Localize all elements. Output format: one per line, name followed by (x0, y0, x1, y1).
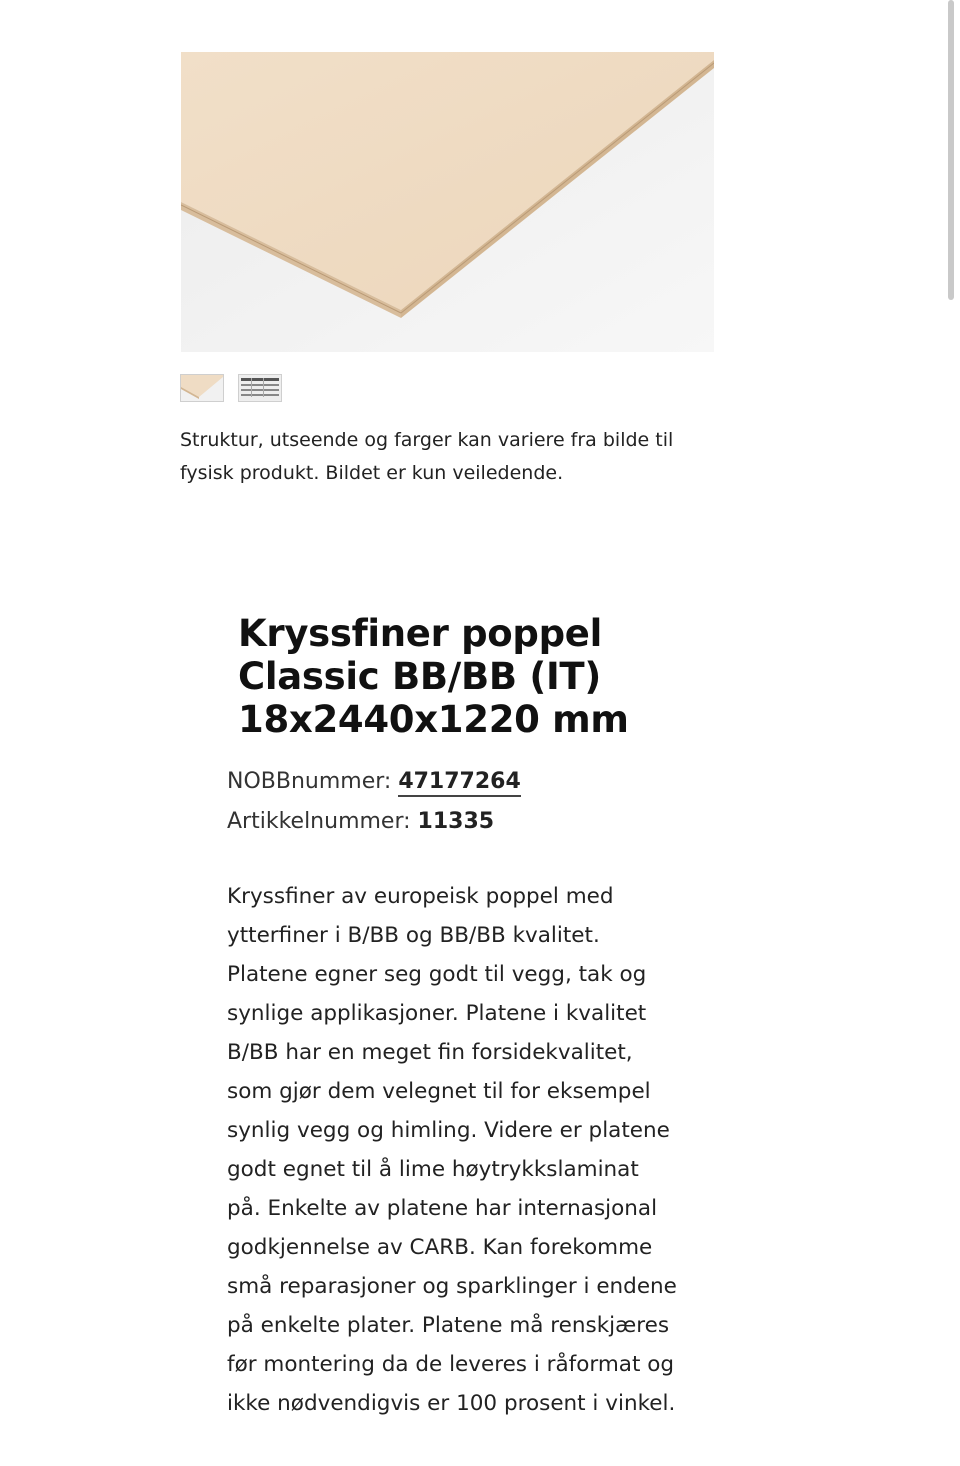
nobb-number-link[interactable]: 47177264 (398, 769, 520, 797)
thumbnail-datasheet[interactable] (238, 374, 282, 402)
nobb-label: NOBBnummer: (227, 769, 392, 794)
article-row (227, 802, 521, 842)
page-scrollbar[interactable] (948, 0, 954, 300)
image-disclaimer: Struktur, utseende og farger kan variere fra bilde til fysisk produkt. Bildet er kun veiledende. (180, 429, 674, 484)
product-identifiers (227, 762, 521, 842)
product-description: Kryssfiner av europeisk poppel med ytterfiner i B/BB og BB/BB kvalitet. Platene egner seg godt til vegg, tak og synlige applikasjoner. Platene i kvalitet B/BB har en meget fin forsidekvalitet, som gjør dem velegnet til for eksempel synlig vegg og himling. Videre er platene godt egnet til å lime høytrykkslaminat på. Enkelte av platene har internasjonal godkjennelse av CARB. Kan forekomme små reparasjoner og sparklinger i endene på enkelte plater. Platene må renskjæres før montering da de leveres i råformat og ikke nødvendigvis er 100 prosent i vinkel. (227, 884, 677, 1416)
article-label: Artikkelnummer: (227, 809, 411, 834)
article-number: 11335 (417, 809, 495, 834)
thumbnail-strip (180, 374, 282, 402)
thumbnail-plywood[interactable] (180, 374, 224, 402)
product-title: Kryssfiner poppel Classic BB/BB (IT) 18x2440x1220 mm (238, 612, 629, 741)
nobb-row (227, 762, 521, 802)
datasheet-thumbnail-icon (239, 375, 281, 401)
plywood-thumbnail-icon (181, 375, 223, 401)
plywood-image (181, 52, 714, 352)
product-image-main[interactable] (181, 52, 714, 352)
